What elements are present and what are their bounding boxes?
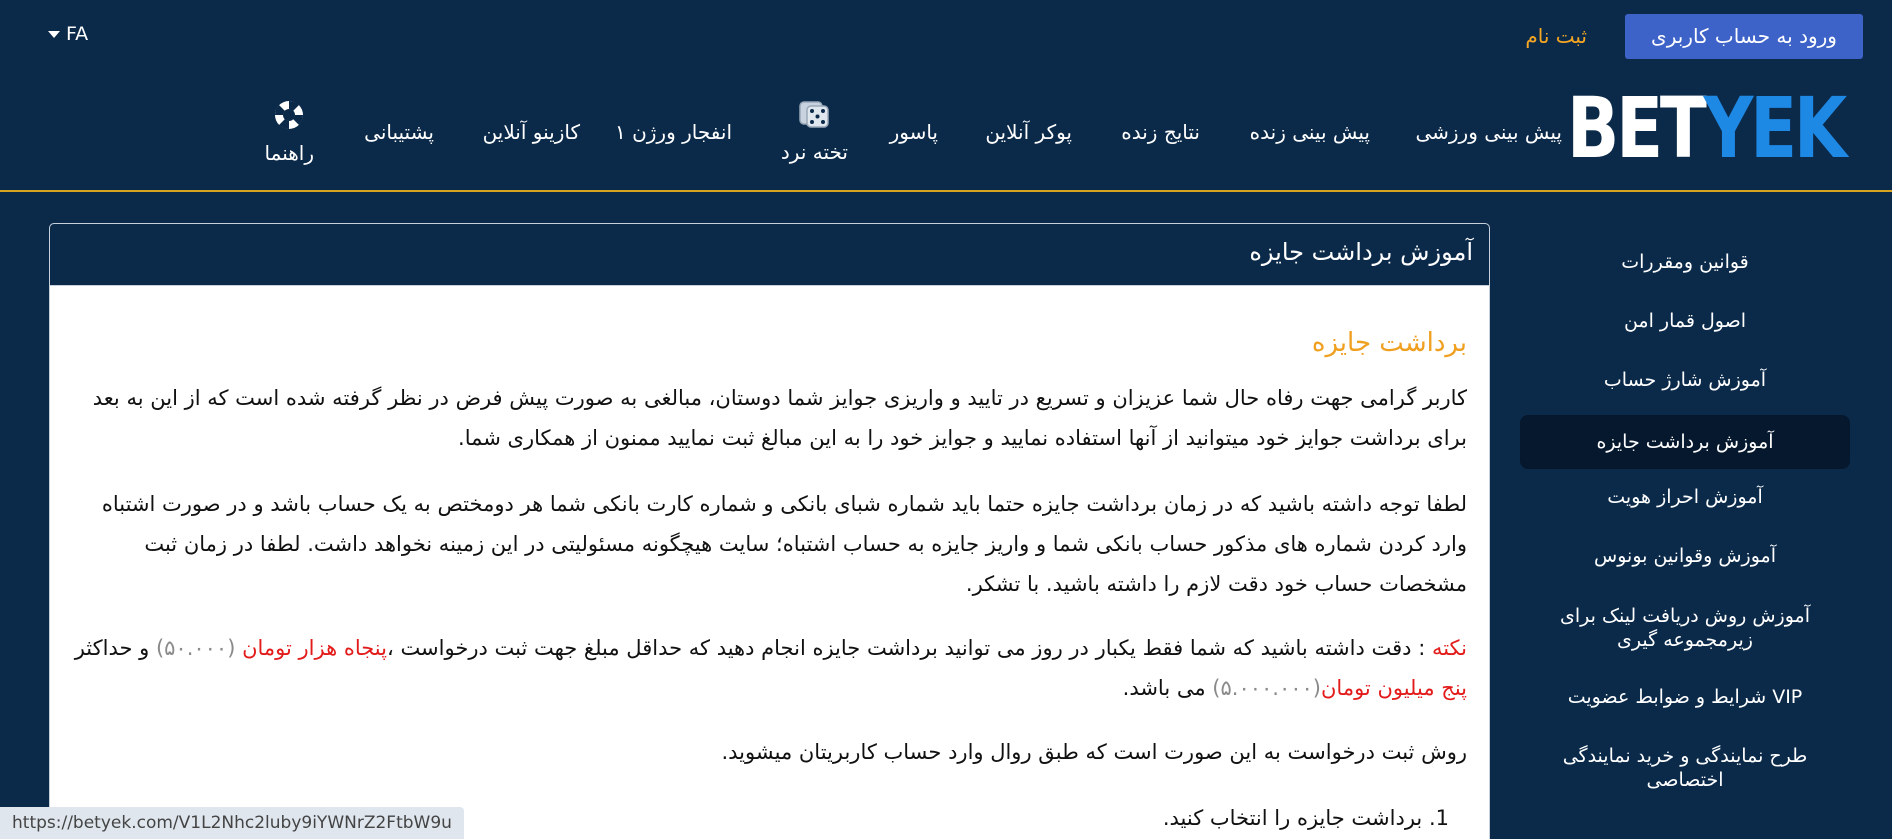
logo-yek: YEK — [1703, 79, 1844, 177]
sidebar-item-agency[interactable] — [1520, 744, 1850, 792]
top-bar — [0, 0, 1892, 72]
sidebar-item-label: آموزش وقوانین بونوس — [1594, 545, 1776, 567]
nav-item-online-poker[interactable] — [985, 72, 1072, 192]
nav-item-online-casino[interactable] — [483, 72, 580, 192]
nav-item-support[interactable] — [364, 72, 434, 192]
sidebar-item-label: آموزش احراز هویت — [1607, 486, 1763, 508]
sidebar-item-rules[interactable] — [1520, 250, 1850, 274]
paragraph-note — [68, 628, 1467, 708]
nav-item-live-betting[interactable] — [1250, 72, 1370, 192]
status-bar-url: https://betyek.com/V1L2Nhc2luby9iYWNrZ2FtbW9u — [0, 807, 464, 839]
sidebar-item-charge-tutorial[interactable] — [1520, 368, 1850, 392]
note-label: نکته — [1431, 636, 1467, 660]
caret-down-icon — [48, 31, 60, 38]
nav-item-live-results[interactable] — [1121, 72, 1200, 192]
sidebar-item-bonus[interactable] — [1520, 544, 1850, 568]
nav-item-label: پشتیبانی — [364, 120, 434, 144]
page-title: آموزش برداشت جایزه — [1249, 238, 1473, 266]
nav-item-label: پیش بینی زنده — [1249, 120, 1370, 144]
dice-icon — [798, 100, 830, 130]
sidebar-item-safe-gambling[interactable] — [1520, 309, 1850, 333]
note-text-b: و حداکثر — [74, 636, 150, 660]
sidebar-item-verification[interactable] — [1520, 485, 1850, 509]
nav-item-label: پوکر آنلاین — [985, 120, 1072, 144]
sidebar-item-label: قوانین ومقررات — [1621, 251, 1749, 273]
note-max-number: (۵.۰۰۰.۰۰۰) — [1212, 676, 1321, 700]
nav-item-label: تخته نرد — [780, 140, 848, 164]
paragraph-intro: کاربر گرامی جهت رفاه حال شما عزیزان و تسریع در تایید و واریزی جوایز شما دوستان، مبالغی به صورت پیش فرض در نظر گرفته شده است که از این به بعد برای برداشت جوایز خود میتوانید از آنها استفاده نمایید و جوایز خود را به این مبالغ ثبت نمایید ممنون از همکاری شما. — [92, 386, 1467, 450]
sidebar-item-label: اصول قمار امن — [1623, 310, 1747, 332]
nav-item-label: انفجار ورژن ۱ — [614, 120, 732, 144]
nav-item-guide[interactable] — [265, 72, 314, 192]
sidebar-item-label: آموزش برداشت جایزه — [1596, 431, 1774, 453]
language-selector[interactable] — [48, 20, 88, 48]
content-panel — [49, 223, 1490, 839]
nav-item-crash[interactable] — [615, 72, 732, 192]
panel-header — [50, 224, 1489, 286]
lifebuoy-icon — [273, 99, 305, 131]
sidebar-item-label: طرح نمایندگی و خرید نمایندگی اختصاصی — [1562, 745, 1808, 791]
note-text-a: : دقت داشته باشید که شما فقط یکبار در روز می توانید برداشت جایزه انجام دهید که حداقل مبلغ جهت ثبت درخواست ، — [386, 636, 1432, 660]
login-button[interactable]: ورود به حساب کاربری — [1625, 14, 1863, 59]
nav-item-label: راهنما — [264, 141, 314, 165]
nav-item-sports-betting[interactable] — [1415, 72, 1562, 192]
procedure-step-1: 1. برداشت جایزه را انتخاب کنید. — [1162, 806, 1449, 830]
note-text-c: می باشد. — [1122, 676, 1213, 700]
paragraph-warning: لطفا توجه داشته باشید که در زمان برداشت جایزه حتما باید شماره شبای بانکی و شماره کارت بانکی شما هر دومختص به یک حساب باشد و در صورت اشتباه وارد کردن شماره های مذکور حساب بانکی شما و واریز جایزه به حساب اشتباه؛ سایت هیچگونه مسئولیتی در این زمینه نخواهد داشت. لطفا در زمان ثبت مشخصات حساب خود دقت لازم را داشته باشید. با تشکر. — [101, 492, 1467, 596]
register-link[interactable]: ثبت نام — [1525, 24, 1587, 48]
note-min-amount: پنجاه هزار تومان — [242, 636, 387, 660]
language-label: FA — [66, 23, 89, 45]
sidebar-item-vip[interactable] — [1520, 685, 1850, 709]
nav-item-backgammon[interactable] — [781, 72, 848, 192]
sidebar-item-label: آموزش روش دریافت لینک برای زیرمجموعه گیری — [1560, 605, 1810, 651]
sidebar-item-withdraw-tutorial[interactable] — [1520, 415, 1850, 469]
section-heading: برداشت جایزه — [1311, 328, 1467, 358]
sidebar-item-label: شرایط و ضوابط عضویت VIP — [1567, 686, 1803, 708]
sidebar-item-label: آموزش شارژ حساب — [1603, 369, 1767, 391]
note-min-number: (۵۰.۰۰۰) — [149, 636, 243, 660]
nav-item-label: نتایج زنده — [1121, 120, 1200, 144]
note-max-amount: پنج میلیون تومان — [1321, 676, 1467, 700]
logo-bet: BET — [1566, 79, 1704, 177]
paragraph-procedure: روش ثبت درخواست به این صورت است که طبق روال وارد حساب کاربریتان میشوید. — [721, 740, 1467, 764]
logo[interactable] — [1566, 79, 1844, 177]
nav-item-label: کازینو آنلاین — [482, 120, 580, 144]
nav-item-pasur[interactable] — [890, 72, 938, 192]
nav-item-label: پاسور — [889, 120, 938, 144]
main-navbar — [0, 72, 1892, 192]
sidebar-item-referral-link[interactable] — [1520, 604, 1850, 652]
nav-item-label: پیش بینی ورزشی — [1415, 120, 1562, 144]
